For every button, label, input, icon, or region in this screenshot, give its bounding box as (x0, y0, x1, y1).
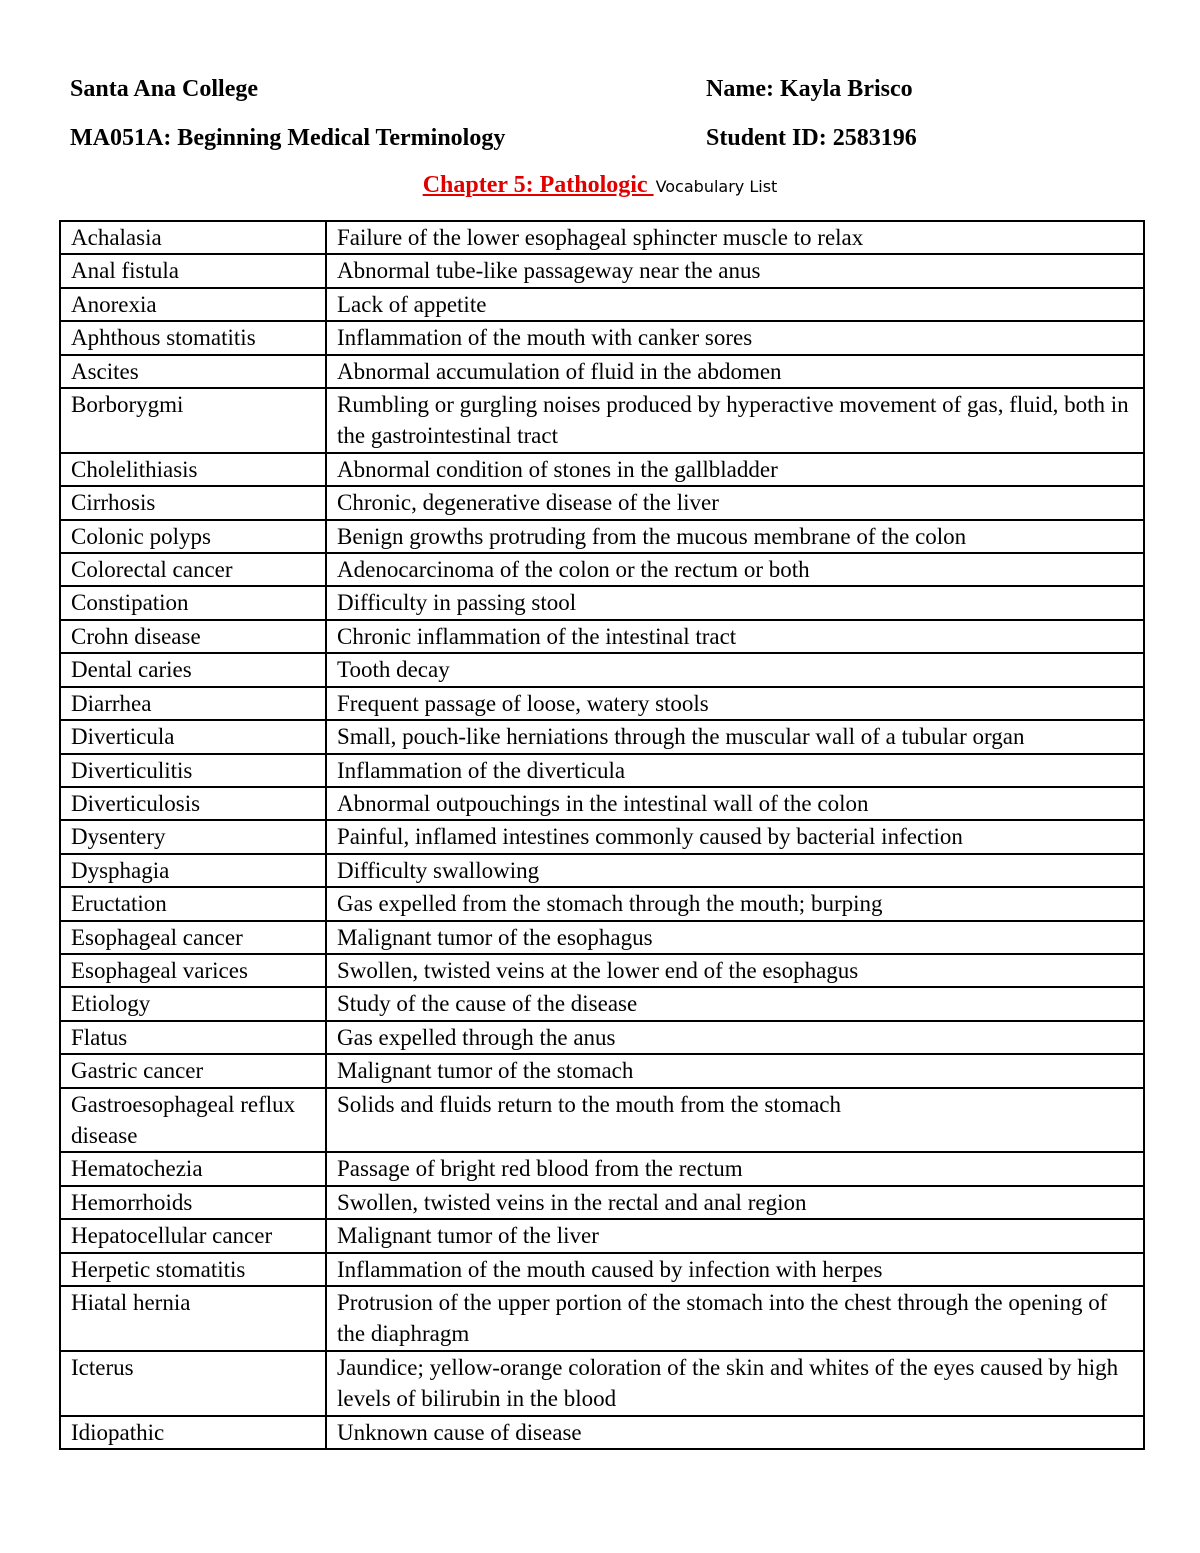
vocab-definition: Difficulty in passing stool (326, 586, 1144, 619)
table-row (60, 221, 1144, 254)
chapter-title-sub: Vocabulary List (655, 177, 778, 196)
course-title: MA051A: Beginning Medical Terminology (70, 125, 506, 151)
table-row (60, 1021, 1144, 1054)
table-row (60, 887, 1144, 920)
table-row (60, 787, 1144, 820)
vocab-definition: Abnormal condition of stones in the gallbladder (326, 453, 1144, 486)
vocab-term: Dental caries (60, 653, 326, 686)
vocab-definition: Lack of appetite (326, 288, 1144, 321)
vocab-definition: Study of the cause of the disease (326, 987, 1144, 1020)
vocab-definition: Abnormal outpouchings in the intestinal wall of the colon (326, 787, 1144, 820)
vocab-definition: Malignant tumor of the liver (326, 1219, 1144, 1252)
vocab-term: Flatus (60, 1021, 326, 1054)
table-row (60, 1351, 1144, 1416)
table-row (60, 1286, 1144, 1351)
table-row (60, 586, 1144, 619)
table-row (60, 754, 1144, 787)
vocab-definition: Solids and fluids return to the mouth from the stomach (326, 1088, 1144, 1153)
table-row (60, 620, 1144, 653)
vocab-definition: Passage of bright red blood from the rectum (326, 1152, 1144, 1185)
vocab-definition: Swollen, twisted veins in the rectal and anal region (326, 1186, 1144, 1219)
vocab-definition: Painful, inflamed intestines commonly caused by bacterial infection (326, 820, 1144, 853)
table-row (60, 355, 1144, 388)
table-row (60, 720, 1144, 753)
vocab-definition: Gas expelled through the anus (326, 1021, 1144, 1054)
table-row (60, 820, 1144, 853)
vocab-term: Diverticula (60, 720, 326, 753)
chapter-title-main: Chapter 5: Pathologic (422, 172, 654, 198)
vocab-definition: Failure of the lower esophageal sphincter muscle to relax (326, 221, 1144, 254)
vocab-term: Hepatocellular cancer (60, 1219, 326, 1252)
vocab-term: Eructation (60, 887, 326, 920)
vocab-term: Aphthous stomatitis (60, 321, 326, 354)
student-id: Student ID: 2583196 (706, 125, 917, 151)
vocab-term: Herpetic stomatitis (60, 1253, 326, 1286)
vocab-term: Crohn disease (60, 620, 326, 653)
vocab-term: Cirrhosis (60, 486, 326, 519)
vocab-term: Constipation (60, 586, 326, 619)
vocab-term: Dysentery (60, 820, 326, 853)
vocab-term: Colonic polyps (60, 520, 326, 553)
table-row (60, 321, 1144, 354)
table-row (60, 1416, 1144, 1449)
table-row (60, 687, 1144, 720)
chapter-title (0, 172, 1200, 199)
vocab-definition: Unknown cause of disease (326, 1416, 1144, 1449)
vocab-term: Dysphagia (60, 854, 326, 887)
vocab-term: Esophageal varices (60, 954, 326, 987)
table-row (60, 854, 1144, 887)
vocab-definition: Inflammation of the diverticula (326, 754, 1144, 787)
vocab-definition: Small, pouch-like herniations through the muscular wall of a tubular organ (326, 720, 1144, 753)
vocab-definition: Rumbling or gurgling noises produced by hyperactive movement of gas, fluid, both in the gastrointestinal tract (326, 388, 1144, 453)
vocab-definition: Chronic, degenerative disease of the liver (326, 486, 1144, 519)
vocab-term: Diverticulosis (60, 787, 326, 820)
vocab-term: Diverticulitis (60, 754, 326, 787)
vocabulary-table (59, 220, 1145, 1450)
table-row (60, 987, 1144, 1020)
vocab-definition: Gas expelled from the stomach through the mouth; burping (326, 887, 1144, 920)
vocabulary-table-body (60, 221, 1144, 1449)
vocab-definition: Swollen, twisted veins at the lower end of the esophagus (326, 954, 1144, 987)
table-row (60, 1186, 1144, 1219)
table-row (60, 553, 1144, 586)
vocab-definition: Benign growths protruding from the mucous membrane of the colon (326, 520, 1144, 553)
vocab-term: Icterus (60, 1351, 326, 1416)
vocab-definition: Jaundice; yellow-orange coloration of the skin and whites of the eyes caused by high levels of bilirubin in the blood (326, 1351, 1144, 1416)
vocab-definition: Inflammation of the mouth with canker sores (326, 321, 1144, 354)
vocab-term: Gastroesophageal reflux disease (60, 1088, 326, 1153)
vocab-term: Anal fistula (60, 254, 326, 287)
vocab-term: Ascites (60, 355, 326, 388)
table-row (60, 520, 1144, 553)
table-row (60, 653, 1144, 686)
table-row (60, 288, 1144, 321)
vocab-definition: Abnormal tube-like passageway near the anus (326, 254, 1144, 287)
table-row (60, 921, 1144, 954)
vocab-term: Colorectal cancer (60, 553, 326, 586)
table-row (60, 1054, 1144, 1087)
table-row (60, 486, 1144, 519)
table-row (60, 1088, 1144, 1153)
vocab-term: Achalasia (60, 221, 326, 254)
table-row (60, 1253, 1144, 1286)
vocab-definition: Abnormal accumulation of fluid in the abdomen (326, 355, 1144, 388)
vocab-term: Hemorrhoids (60, 1186, 326, 1219)
table-row (60, 954, 1144, 987)
vocab-definition: Inflammation of the mouth caused by infection with herpes (326, 1253, 1144, 1286)
student-name: Name: Kayla Brisco (706, 76, 913, 102)
vocab-term: Diarrhea (60, 687, 326, 720)
vocab-definition: Malignant tumor of the esophagus (326, 921, 1144, 954)
table-row (60, 254, 1144, 287)
vocab-definition: Tooth decay (326, 653, 1144, 686)
vocab-term: Esophageal cancer (60, 921, 326, 954)
vocab-definition: Chronic inflammation of the intestinal tract (326, 620, 1144, 653)
college-name: Santa Ana College (70, 76, 259, 102)
table-row (60, 1219, 1144, 1252)
vocab-term: Anorexia (60, 288, 326, 321)
vocab-term: Hematochezia (60, 1152, 326, 1185)
vocab-definition: Frequent passage of loose, watery stools (326, 687, 1144, 720)
vocab-definition: Adenocarcinoma of the colon or the rectum or both (326, 553, 1144, 586)
table-row (60, 453, 1144, 486)
vocab-term: Borborygmi (60, 388, 326, 453)
vocab-definition: Difficulty swallowing (326, 854, 1144, 887)
vocab-definition: Malignant tumor of the stomach (326, 1054, 1144, 1087)
vocab-term: Etiology (60, 987, 326, 1020)
vocab-term: Gastric cancer (60, 1054, 326, 1087)
vocab-definition: Protrusion of the upper portion of the stomach into the chest through the opening of the diaphragm (326, 1286, 1144, 1351)
vocab-term: Hiatal hernia (60, 1286, 326, 1351)
vocab-term: Cholelithiasis (60, 453, 326, 486)
table-row (60, 1152, 1144, 1185)
table-row (60, 388, 1144, 453)
vocab-term: Idiopathic (60, 1416, 326, 1449)
